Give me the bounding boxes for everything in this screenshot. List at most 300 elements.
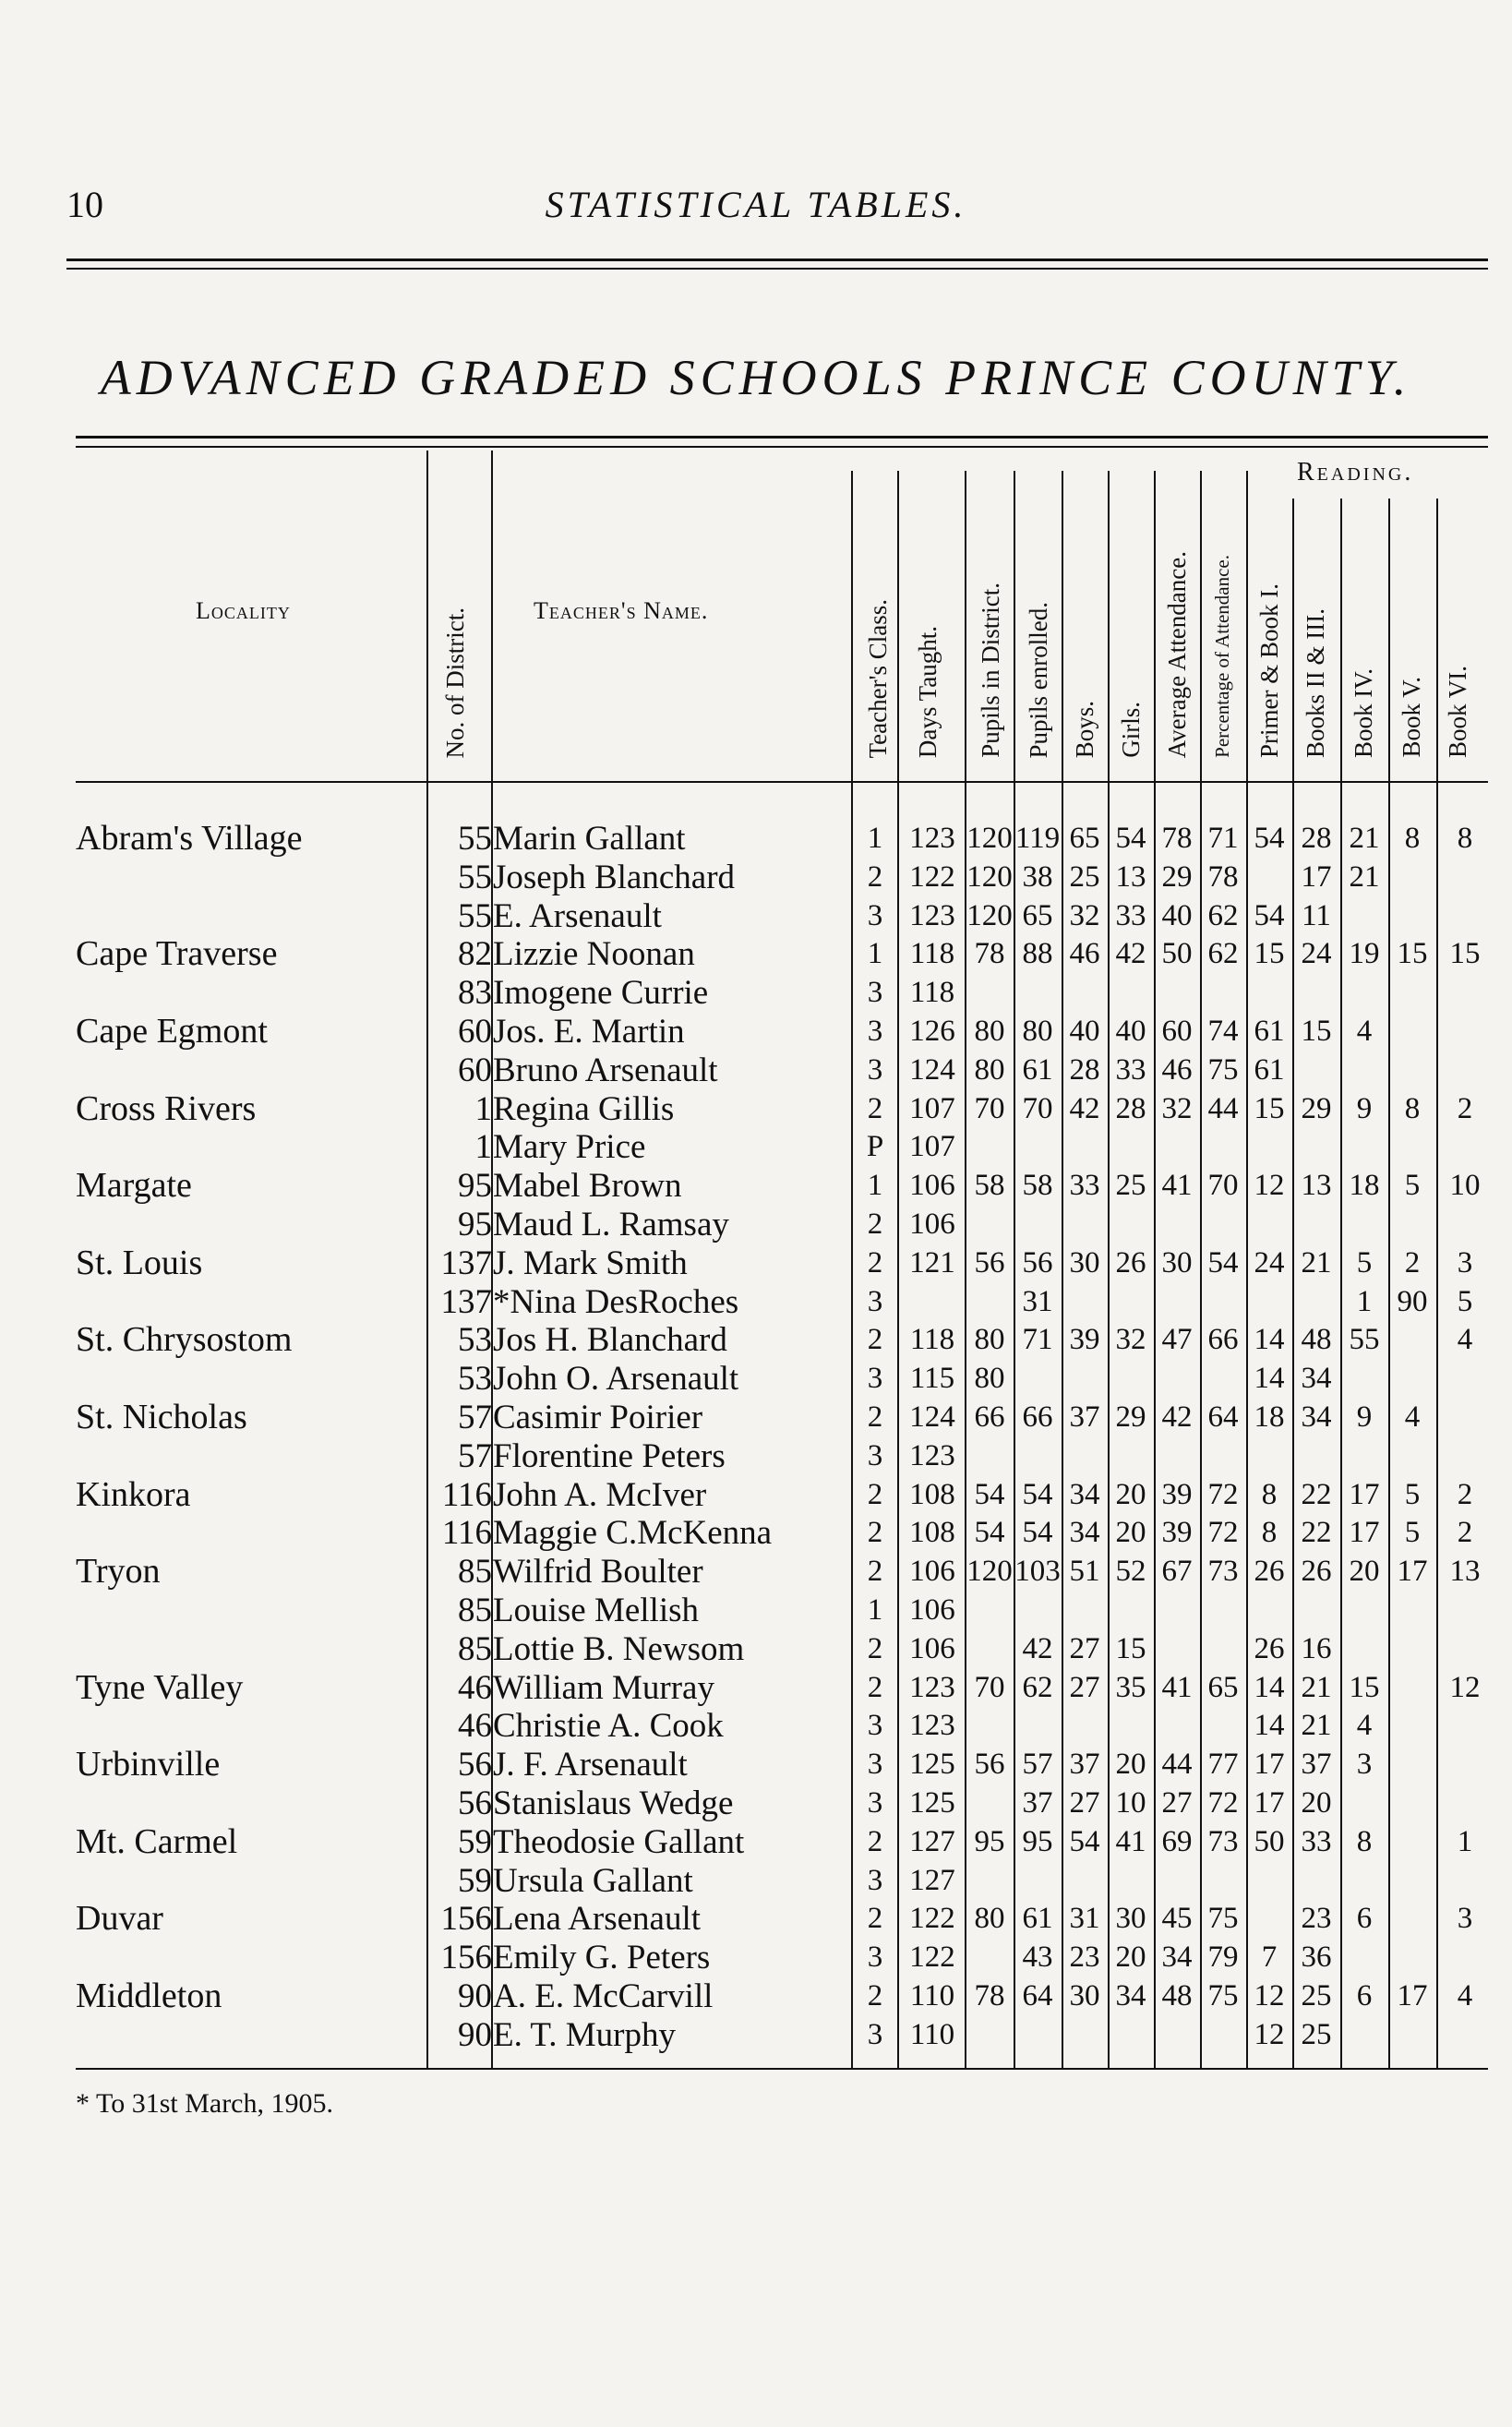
primer-cell: 7 <box>1261 1940 1278 1975</box>
primer-cell: 24 <box>1254 1245 1285 1280</box>
class-cell: 3 <box>867 1014 883 1048</box>
locality-cell: St. Louis <box>76 1243 203 1282</box>
table-row <box>0 1167 1512 1206</box>
primer-cell: 14 <box>1254 1362 1285 1396</box>
girls-cell: 20 <box>1115 1748 1146 1782</box>
teacher-name-cell: J. F. Arsenault <box>493 1746 688 1784</box>
avg-cell: 78 <box>1161 822 1193 855</box>
table-row <box>0 1862 1512 1901</box>
teacher-name-cell: Imogene Currie <box>493 974 709 1013</box>
class-cell: 3 <box>867 1052 883 1087</box>
teacher-name-cell: Jos H. Blanchard <box>493 1321 727 1360</box>
in-district-cell: 70 <box>974 1091 1005 1125</box>
in-district-cell: 54 <box>974 1516 1005 1550</box>
b2-cell: 37 <box>1301 1748 1332 1782</box>
b2-cell: 17 <box>1301 859 1332 894</box>
b2-cell: 25 <box>1301 1978 1332 2012</box>
avg-cell: 39 <box>1161 1516 1193 1550</box>
class-cell: 2 <box>867 859 883 894</box>
enrolled-cell: 88 <box>1022 937 1053 971</box>
district-cell: 95 <box>458 1205 492 1244</box>
days-cell: 115 <box>909 1362 955 1396</box>
table-row <box>0 935 1512 974</box>
class-cell: 2 <box>867 1824 883 1858</box>
b2-cell: 26 <box>1301 1555 1332 1589</box>
b4-cell: 55 <box>1349 1323 1380 1357</box>
days-cell: 126 <box>909 1014 955 1048</box>
header-reading-group: Reading. <box>1297 458 1414 487</box>
b4-cell: 19 <box>1349 937 1380 971</box>
avg-cell: 42 <box>1161 1400 1193 1434</box>
class-cell: 3 <box>867 1709 883 1743</box>
table-title: ADVANCED GRADED SCHOOLS PRINCE COUNTY. <box>100 350 1412 405</box>
boys-cell: 30 <box>1069 1978 1100 2012</box>
class-cell: 3 <box>867 898 883 932</box>
b4-cell: 9 <box>1356 1091 1373 1125</box>
girls-cell: 34 <box>1115 1978 1146 2012</box>
table-row <box>0 1090 1512 1129</box>
enrolled-cell: 37 <box>1022 1785 1053 1820</box>
primer-cell: 17 <box>1254 1785 1285 1820</box>
girls-cell: 20 <box>1115 1516 1146 1550</box>
header-average-attendance: Average Attendance. <box>1163 550 1191 758</box>
b6-cell: 4 <box>1457 1978 1473 2012</box>
locality-cell: Urbinville <box>76 1745 221 1784</box>
b5-cell: 90 <box>1397 1284 1428 1318</box>
class-cell: 2 <box>867 1245 883 1280</box>
boys-cell: 40 <box>1069 1014 1100 1048</box>
enrolled-cell: 66 <box>1022 1400 1053 1434</box>
table-row <box>0 1051 1512 1090</box>
district-cell: 90 <box>458 1976 492 2015</box>
teacher-name-cell: Marin Gallant <box>493 820 686 858</box>
teacher-name-cell: John O. Arsenault <box>493 1360 739 1399</box>
header-teachers-class: Teacher's Class. <box>864 598 892 758</box>
table-row <box>0 2016 1512 2055</box>
table-row <box>0 1437 1512 1476</box>
b6-cell: 4 <box>1457 1323 1473 1357</box>
teacher-name-cell: Maggie C.McKenna <box>493 1514 773 1553</box>
class-cell: 3 <box>867 976 883 1010</box>
teacher-name-cell: William Murray <box>493 1668 714 1707</box>
in-district-cell: 80 <box>974 1362 1005 1396</box>
b2-cell: 48 <box>1301 1323 1332 1357</box>
days-cell: 123 <box>909 898 955 932</box>
pct-cell: 75 <box>1207 1902 1239 1936</box>
in-district-cell: 80 <box>974 1902 1005 1936</box>
primer-cell: 54 <box>1254 822 1285 855</box>
b6-cell: 3 <box>1457 1245 1473 1280</box>
days-cell: 108 <box>909 1516 955 1550</box>
locality-cell: Tryon <box>76 1552 161 1592</box>
enrolled-cell: 103 <box>1014 1555 1061 1589</box>
enrolled-cell: 42 <box>1022 1631 1053 1665</box>
girls-cell: 30 <box>1115 1902 1146 1936</box>
days-cell: 108 <box>909 1477 955 1511</box>
pct-cell: 65 <box>1207 1670 1239 1704</box>
days-cell: 107 <box>909 1091 955 1125</box>
days-cell: 124 <box>909 1400 955 1434</box>
in-district-cell: 120 <box>966 1555 1013 1589</box>
boys-cell: 25 <box>1069 859 1100 894</box>
boys-cell: 39 <box>1069 1323 1100 1357</box>
table-bottom-rule <box>76 2068 1488 2070</box>
primer-cell: 8 <box>1261 1477 1278 1511</box>
class-cell: 3 <box>867 1362 883 1396</box>
teacher-name-cell: Wilfrid Boulter <box>493 1553 703 1592</box>
avg-cell: 41 <box>1161 1169 1193 1203</box>
district-cell: 85 <box>458 1553 492 1592</box>
teacher-name-cell: Maud L. Ramsay <box>493 1205 729 1244</box>
table-row <box>0 1244 1512 1283</box>
in-district-cell: 120 <box>966 859 1013 894</box>
enrolled-cell: 119 <box>1014 822 1061 855</box>
primer-cell: 15 <box>1254 1091 1285 1125</box>
district-cell: 85 <box>458 1591 492 1629</box>
boys-cell: 23 <box>1069 1940 1100 1975</box>
class-cell: 2 <box>867 1516 883 1550</box>
days-cell: 110 <box>909 1978 955 2012</box>
b4-cell: 5 <box>1356 1245 1373 1280</box>
primer-cell: 26 <box>1254 1631 1285 1665</box>
days-cell: 110 <box>909 2017 955 2051</box>
table-row <box>0 1592 1512 1630</box>
girls-cell: 35 <box>1115 1670 1146 1704</box>
primer-cell: 26 <box>1254 1555 1285 1589</box>
class-cell: 2 <box>867 1555 883 1589</box>
locality-cell: Middleton <box>76 1976 222 2015</box>
days-cell: 127 <box>909 1824 955 1858</box>
table-row <box>0 1823 1512 1862</box>
pct-cell: 71 <box>1207 822 1239 855</box>
b2-cell: 24 <box>1301 937 1332 971</box>
teacher-name-cell: Lena Arsenault <box>493 1900 701 1939</box>
locality-cell: Duvar <box>76 1899 163 1939</box>
b2-cell: 20 <box>1301 1785 1332 1820</box>
enrolled-cell: 61 <box>1022 1052 1053 1087</box>
b2-cell: 33 <box>1301 1824 1332 1858</box>
girls-cell: 20 <box>1115 1940 1146 1975</box>
in-district-cell: 56 <box>974 1748 1005 1782</box>
boys-cell: 27 <box>1069 1785 1100 1820</box>
primer-cell: 61 <box>1254 1014 1285 1048</box>
district-cell: 60 <box>458 1051 492 1089</box>
table-row <box>0 1746 1512 1784</box>
enrolled-cell: 61 <box>1022 1902 1053 1936</box>
days-cell: 106 <box>909 1169 955 1203</box>
primer-cell: 14 <box>1254 1670 1285 1704</box>
district-cell: 56 <box>458 1784 492 1822</box>
teacher-name-cell: *Nina DesRoches <box>493 1282 739 1321</box>
pct-cell: 74 <box>1207 1014 1239 1048</box>
girls-cell: 13 <box>1115 859 1146 894</box>
b6-cell: 13 <box>1449 1555 1481 1589</box>
district-cell: 59 <box>458 1822 492 1861</box>
girls-cell: 26 <box>1115 1245 1146 1280</box>
b2-cell: 11 <box>1302 898 1331 932</box>
in-district-cell: 56 <box>974 1245 1005 1280</box>
b5-cell: 5 <box>1404 1516 1421 1550</box>
table-row <box>0 1128 1512 1167</box>
district-cell: 85 <box>458 1629 492 1668</box>
in-district-cell: 120 <box>966 898 1013 932</box>
in-district-cell: 54 <box>974 1477 1005 1511</box>
in-district-cell: 120 <box>966 822 1013 855</box>
enrolled-cell: 58 <box>1022 1169 1053 1203</box>
pct-cell: 64 <box>1207 1400 1239 1434</box>
days-cell: 121 <box>909 1245 955 1280</box>
teacher-name-cell: Lottie B. Newsom <box>493 1629 745 1668</box>
avg-cell: 69 <box>1161 1824 1193 1858</box>
class-cell: 3 <box>867 1748 883 1782</box>
enrolled-cell: 54 <box>1022 1516 1053 1550</box>
b2-cell: 25 <box>1301 2017 1332 2051</box>
district-cell: 137 <box>440 1244 492 1282</box>
days-cell: 122 <box>909 1902 955 1936</box>
footnote: * To 31st March, 1905. <box>76 2088 333 2119</box>
b4-cell: 6 <box>1356 1978 1373 2012</box>
table-row <box>0 1630 1512 1669</box>
class-cell: 2 <box>867 1670 883 1704</box>
b2-cell: 28 <box>1301 822 1332 855</box>
b4-cell: 17 <box>1349 1477 1380 1511</box>
district-cell: 56 <box>458 1746 492 1784</box>
boys-cell: 37 <box>1069 1748 1100 1782</box>
girls-cell: 54 <box>1115 822 1146 855</box>
b2-cell: 36 <box>1301 1940 1332 1975</box>
enrolled-cell: 70 <box>1022 1091 1053 1125</box>
table-row <box>0 1514 1512 1553</box>
b6-cell: 15 <box>1449 937 1481 971</box>
b5-cell: 4 <box>1404 1400 1421 1434</box>
header-primer-book-1: Primer & Book I. <box>1255 583 1283 758</box>
avg-cell: 39 <box>1161 1477 1193 1511</box>
days-cell: 106 <box>909 1207 955 1241</box>
teacher-name-cell: Ursula Gallant <box>493 1861 693 1900</box>
district-cell: 59 <box>458 1861 492 1900</box>
class-cell: 2 <box>867 1400 883 1434</box>
girls-cell: 29 <box>1115 1400 1146 1434</box>
b2-cell: 15 <box>1301 1014 1332 1048</box>
header-pupils-in-district: Pupils in District. <box>977 583 1004 758</box>
pct-cell: 54 <box>1207 1245 1239 1280</box>
b6-cell: 12 <box>1449 1670 1481 1704</box>
girls-cell: 32 <box>1115 1323 1146 1357</box>
days-cell: 127 <box>909 1863 955 1897</box>
days-cell: 106 <box>909 1555 955 1589</box>
b5-cell: 15 <box>1397 937 1428 971</box>
class-cell: 3 <box>867 2017 883 2051</box>
teacher-name-cell: Mary Price <box>493 1128 646 1167</box>
enrolled-cell: 62 <box>1022 1670 1053 1704</box>
boys-cell: 34 <box>1069 1477 1100 1511</box>
boys-cell: 30 <box>1069 1245 1100 1280</box>
b5-cell: 17 <box>1397 1978 1428 2012</box>
days-cell: 107 <box>909 1130 955 1164</box>
locality-cell: Margate <box>76 1166 192 1206</box>
table-row <box>0 897 1512 936</box>
class-cell: 2 <box>867 1978 883 2012</box>
page-number: 10 <box>66 184 103 225</box>
district-cell: 82 <box>458 935 492 974</box>
b5-cell: 5 <box>1404 1169 1421 1203</box>
header-bottom-rule <box>76 781 1488 783</box>
pct-cell: 66 <box>1207 1323 1239 1357</box>
avg-cell: 46 <box>1161 1052 1193 1087</box>
teacher-name-cell: J. Mark Smith <box>493 1244 688 1282</box>
header-book-4: Book IV. <box>1350 667 1377 758</box>
days-cell: 122 <box>909 859 955 894</box>
teacher-name-cell: Lizzie Noonan <box>493 935 695 974</box>
girls-cell: 33 <box>1115 1052 1146 1087</box>
table-row <box>0 1900 1512 1939</box>
class-cell: 2 <box>867 1323 883 1357</box>
class-cell: 1 <box>867 1169 883 1203</box>
b4-cell: 1 <box>1356 1284 1373 1318</box>
header-rule <box>66 258 1488 261</box>
b6-cell: 10 <box>1449 1169 1481 1203</box>
days-cell: 118 <box>909 976 955 1010</box>
boys-cell: 27 <box>1069 1631 1100 1665</box>
district-cell: 95 <box>458 1167 492 1206</box>
enrolled-cell: 71 <box>1022 1323 1053 1357</box>
pct-cell: 62 <box>1207 898 1239 932</box>
b4-cell: 17 <box>1349 1516 1380 1550</box>
b6-cell: 2 <box>1457 1477 1473 1511</box>
enrolled-cell: 38 <box>1022 859 1053 894</box>
class-cell: 1 <box>867 1592 883 1627</box>
boys-cell: 32 <box>1069 898 1100 932</box>
b4-cell: 18 <box>1349 1169 1380 1203</box>
b2-cell: 34 <box>1301 1362 1332 1396</box>
girls-cell: 33 <box>1115 898 1146 932</box>
class-cell: 3 <box>867 1863 883 1897</box>
header-girls: Girls. <box>1117 702 1145 758</box>
teacher-name-cell: Joseph Blanchard <box>493 858 736 896</box>
header-teacher-name: Teacher's Name. <box>534 597 709 624</box>
table-row <box>0 1321 1512 1360</box>
table-row <box>0 1476 1512 1515</box>
days-cell: 122 <box>909 1940 955 1975</box>
days-cell: 123 <box>909 1709 955 1743</box>
avg-cell: 48 <box>1161 1978 1193 2012</box>
b4-cell: 3 <box>1356 1748 1373 1782</box>
running-title: STATISTICAL TABLES. <box>545 184 967 225</box>
table-row <box>0 1977 1512 2016</box>
table-row <box>0 1399 1512 1437</box>
primer-cell: 50 <box>1254 1824 1285 1858</box>
district-cell: 90 <box>458 2015 492 2054</box>
title-rule-thin <box>76 446 1488 448</box>
class-cell: 2 <box>867 1091 883 1125</box>
table-row <box>0 859 1512 897</box>
b4-cell: 4 <box>1356 1709 1373 1743</box>
primer-cell: 14 <box>1254 1323 1285 1357</box>
header-books-2-3: Books II & III. <box>1302 608 1329 758</box>
teacher-name-cell: Casimir Poirier <box>493 1398 703 1436</box>
days-cell: 123 <box>909 1438 955 1472</box>
boys-cell: 46 <box>1069 937 1100 971</box>
in-district-cell: 70 <box>974 1670 1005 1704</box>
boys-cell: 31 <box>1069 1902 1100 1936</box>
girls-cell: 20 <box>1115 1477 1146 1511</box>
b2-cell: 22 <box>1301 1477 1332 1511</box>
table-row <box>0 1283 1512 1322</box>
district-cell: 53 <box>458 1360 492 1399</box>
class-cell: 3 <box>867 1438 883 1472</box>
b4-cell: 6 <box>1356 1902 1373 1936</box>
class-cell: 2 <box>867 1631 883 1665</box>
days-cell: 125 <box>909 1748 955 1782</box>
header-boys: Boys. <box>1071 700 1098 758</box>
teacher-name-cell: John A. McIver <box>493 1475 707 1514</box>
days-cell: 118 <box>909 1323 955 1357</box>
class-cell: 2 <box>867 1207 883 1241</box>
boys-cell: 33 <box>1069 1169 1100 1203</box>
in-district-cell: 58 <box>974 1169 1005 1203</box>
teacher-name-cell: Stanislaus Wedge <box>493 1784 734 1822</box>
enrolled-cell: 80 <box>1022 1014 1053 1048</box>
locality-cell: Cross Rivers <box>76 1088 257 1128</box>
b2-cell: 21 <box>1301 1709 1332 1743</box>
enrolled-cell: 65 <box>1022 898 1053 932</box>
district-cell: 55 <box>458 896 492 935</box>
b4-cell: 21 <box>1349 822 1380 855</box>
enrolled-cell: 54 <box>1022 1477 1053 1511</box>
table-row <box>0 1707 1512 1746</box>
boys-cell: 51 <box>1069 1555 1100 1589</box>
district-cell: 55 <box>458 820 492 858</box>
avg-cell: 41 <box>1161 1670 1193 1704</box>
b4-cell: 20 <box>1349 1555 1380 1589</box>
avg-cell: 32 <box>1161 1091 1193 1125</box>
pct-cell: 62 <box>1207 937 1239 971</box>
district-cell: 1 <box>474 1128 492 1167</box>
locality-cell: Cape Traverse <box>76 934 278 974</box>
girls-cell: 42 <box>1115 937 1146 971</box>
district-cell: 1 <box>474 1089 492 1128</box>
in-district-cell: 78 <box>974 937 1005 971</box>
title-rule <box>76 436 1488 439</box>
pct-cell: 72 <box>1207 1516 1239 1550</box>
b6-cell: 1 <box>1457 1824 1473 1858</box>
girls-cell: 15 <box>1115 1631 1146 1665</box>
pct-cell: 73 <box>1207 1824 1239 1858</box>
header-book-6: Book VI. <box>1444 665 1471 758</box>
boys-cell: 65 <box>1069 822 1100 855</box>
b2-cell: 29 <box>1301 1091 1332 1125</box>
class-cell: 2 <box>867 1902 883 1936</box>
locality-cell: St. Chrysostom <box>76 1320 293 1360</box>
avg-cell: 34 <box>1161 1940 1193 1975</box>
class-cell: 1 <box>867 937 883 971</box>
header-rule-thin <box>66 268 1488 270</box>
class-cell: 3 <box>867 1284 883 1318</box>
b2-cell: 21 <box>1301 1245 1332 1280</box>
avg-cell: 47 <box>1161 1323 1193 1357</box>
enrolled-cell: 31 <box>1022 1284 1053 1318</box>
avg-cell: 27 <box>1161 1785 1193 1820</box>
pct-cell: 77 <box>1207 1748 1239 1782</box>
pct-cell: 44 <box>1207 1091 1239 1125</box>
avg-cell: 44 <box>1161 1748 1193 1782</box>
in-district-cell: 80 <box>974 1052 1005 1087</box>
locality-cell: Mt. Carmel <box>76 1821 238 1861</box>
days-cell: 123 <box>909 1670 955 1704</box>
enrolled-cell: 64 <box>1022 1978 1053 2012</box>
district-cell: 137 <box>440 1282 492 1321</box>
boys-cell: 27 <box>1069 1670 1100 1704</box>
